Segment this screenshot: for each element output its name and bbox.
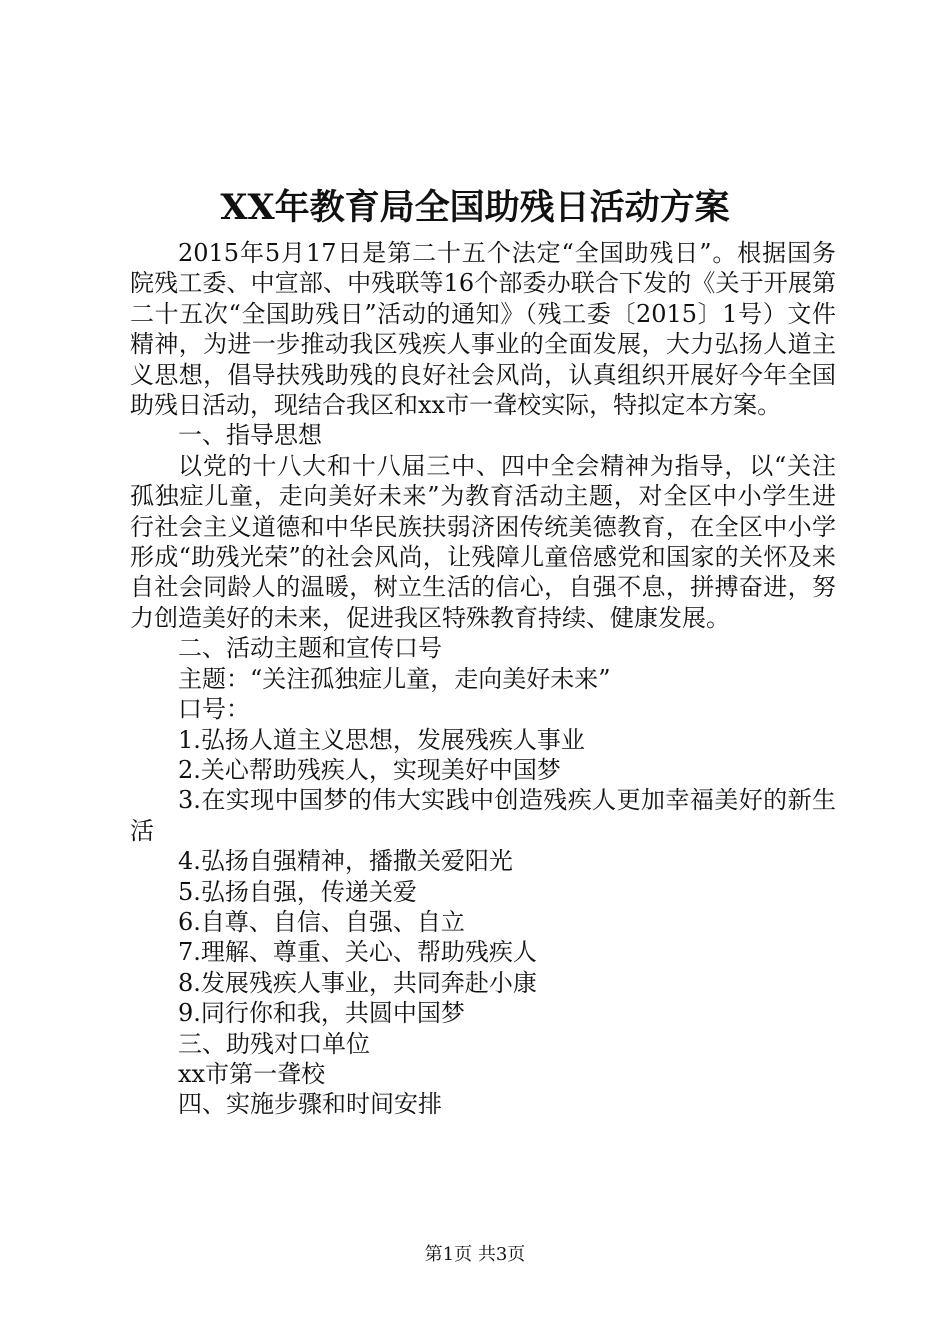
slogan-label: 口号： (178, 695, 250, 724)
page-number-footer: 第1页 共3页 (424, 1244, 526, 1265)
slogan-item: 3.在实现中国梦的伟大实践中创造残疾人更加幸福美好的新生活 (130, 786, 836, 845)
slogan-item: 1.弘扬人道主义思想，发展残疾人事业 (178, 725, 585, 754)
slogan-item: 5.弘扬自强，传递关爱 (178, 877, 417, 906)
slogan-item: 4.弘扬自强精神，播撒关爱阳光 (178, 847, 513, 876)
section4-heading: 四、实施步骤和时间安排 (178, 1090, 442, 1119)
theme-line: 主题：“关注孤独症儿童，走向美好未来” (178, 664, 611, 693)
section3-body: xx市第一聋校 (178, 1059, 326, 1088)
slogan-item: 2.关心帮助残疾人，实现美好中国梦 (178, 755, 561, 784)
section3-heading: 三、助残对口单位 (178, 1029, 370, 1058)
slogan-item: 7.理解、尊重、关心、帮助残疾人 (178, 938, 537, 967)
document-title: XX年教育局全国助残日活动方案 (220, 187, 730, 228)
section1-heading: 一、指导思想 (178, 421, 322, 450)
section2-heading: 二、活动主题和宣传口号 (178, 634, 442, 663)
slogan-item: 9.同行你和我，共圆中国梦 (178, 999, 465, 1028)
intro-paragraph: 2015年5月17日是第二十五个法定“全国助残日”。根据国务院残工委、中宣部、中残联等16个部委办联合下发的《关于开展第二十五次“全国助残日”活动的通知》（残工委〔2015〕1号）文件精神，为进一步推动我区残疾人事业的全面发展，大力弘扬人道主义思想，倡导扶残助残的良好社会风尚，认真组织开展好今年全国助残日活动，现结合我区和xx市一聋校实际，特拟定本方案。 (130, 239, 836, 420)
section1-paragraph: 以党的十八大和十八届三中、四中全会精神为指导，以“关注孤独症儿童，走向美好未来”为教育活动主题，对全区中小学生进行社会主义道德和中华民族扶弱济困传统美德教育，在全区中小学形成“助残光荣”的社会风尚，让残障儿童倍感党和国家的关怀及来自社会同龄人的温暖，树立生活的信心，自强不息，拼搏奋进，努力创造美好的未来，促进我区特殊教育持续、健康发展。 (130, 451, 836, 632)
slogan-item: 6.自尊、自信、自强、自立 (178, 907, 465, 936)
document-body (130, 238, 836, 1120)
slogan-item: 8.发展残疾人事业，共同奔赴小康 (178, 968, 537, 997)
